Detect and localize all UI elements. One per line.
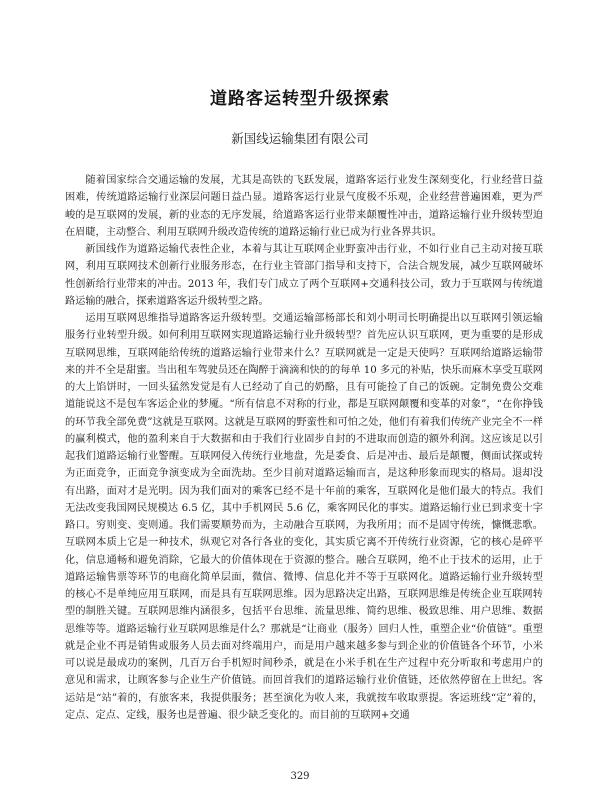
author-affiliation: 新国线运输集团有限公司 [231, 131, 369, 146]
paragraph: 运用互联网思维指导道路客运升级转型。交通运输部杨部长和刘小明司长明确提出以互联网引领运输服务行业转型升级。如何利用互联网实现道路运输行业升级转型？首先应认识互联网，更为重要的是形成互联网思维，互联网能给传统的道路运输行业带来什么？互联网就是一定是天使吗？互联网给道路运输带来的并不全是甜蜜。当出租车驾驶员还在陶醉于滴滴和快的的每单 10 多元的补贴，快乐而麻木享受互联网的大上馅饼时，一回头猛然发觉是有人已经动了自己的奶酪，且有可能捡了自己的饭碗。定制免费公交难道能说这不是包车客运企业的梦魇。“所有信息不对称的行业，都是互联网颠覆和变革的对象”，“在你挣钱的环节我全部免费”这就是互联网。这就是互联网的野蛮性和可怕之处，他们有着我们传统产业完全不一样的赢利模式，他的盈利来自于大数据和由于我们行业固步自封的不进取而创造的额外利润。这应该足以引起我们道路运输行业警醒。互联网侵入传统行业地盘，先是委食、后是冲击、最后是颠覆，侧面试探或转为正面竞争，正面竞争演变成为全面洗劫。至少目前对道路运输而言，是这种形象而现实的格局。退却没有出路，面对才是光明。因为我们面对的乘客已经不是十年前的乘客，互联网化是他们最大的特点。我们无法改变我国网民规模达 6.5 亿，其中手机网民 5.6 亿，乘客网民化的事实。道路运输行业已到求变十字路口。穷则变、变则通。我们需要顺势而为，主动融合互联网，为我所用；而不是固守传统，慷慨悲歌。互联网本质上它是一种技术，纵观它对各行各业的变化，其实质它离不开传统行业资源，它的核心是碎平化，信息通畅和避免消除，它最大的价值体现在于资源的整合。融合互联网，绝不止于技术的运用，止于道路运输售票等环节的电商化简单层面，微信、微博、信息化并不等于互联网化。道路运输行业升级转型的核心不是单纯应用互联网，而是具有互联网思维。因为思路决定出路，互联网思维是传统企业互联网转型的制胜关键。互联网思维内涵很多，包括平台思维、流量思维、简约思维、极致思维、用户思维、数据思维等等。道路运输行业互联网思维是什么？那就是“让商业（服务）回归人性，重塑企业“价值链”。重塑就是企业不再是销售或服务人员去面对终端用户，而是用户越来越多参与到企业的价值链各个环节，小米可以说是最成功的案例，几百万台手机短时间秒杀，就是在小米手机在生产过程中充分听取和考虑用户的意见和需求，让顾客参与企业生产价值链。而回首我们的道路运输行业价值链，还依然停留在上世纪。客运站是“站”着的，有旅客来，我提供服务；甚至演化为收人来，我就按车收取票提。客运班线“定”着的，定点、定点、定线，服务也是普遍、很少缺乏变化的。而目前的互联网+交通 [65, 313, 543, 721]
paper-title: 道路客运转型升级探索 [210, 89, 390, 109]
body-text [65, 172, 543, 724]
paragraph: 随着国家综合交通运输的发展，尤其是高铁的飞跃发展，道路客运行业发生深刻变化，行业经营日益困难，传统道路运输行业深层问题日益凸显。道路客运行业景气度极不乐观，企业经营普遍困难，更为严峻的是互联网的发展，新的业态的无序发展，给道路客运行业带来颠覆性冲击，道路运输行业升级转型迫在眉睫，主动整合、利用互联网升级改造传统的道路运输行业已成为行业各界共识。 [65, 175, 543, 238]
page-number: 329 [290, 771, 310, 782]
paragraph: 新国线作为道路运输代表性企业，本着与其让互联网企业野蛮冲击行业，不如行业自己主动对接互联网，利用互联网技术创新行业服务形态，在行业主管部门指导和支持下，合法合规发展，减少互联网破坏性创新给行业带来的冲击。2013 年，我们专门成立了两个互联网+交通科技公司，致力于互联网与传统道路运输的融合，探索道路客运升级转型之路。 [65, 244, 543, 307]
